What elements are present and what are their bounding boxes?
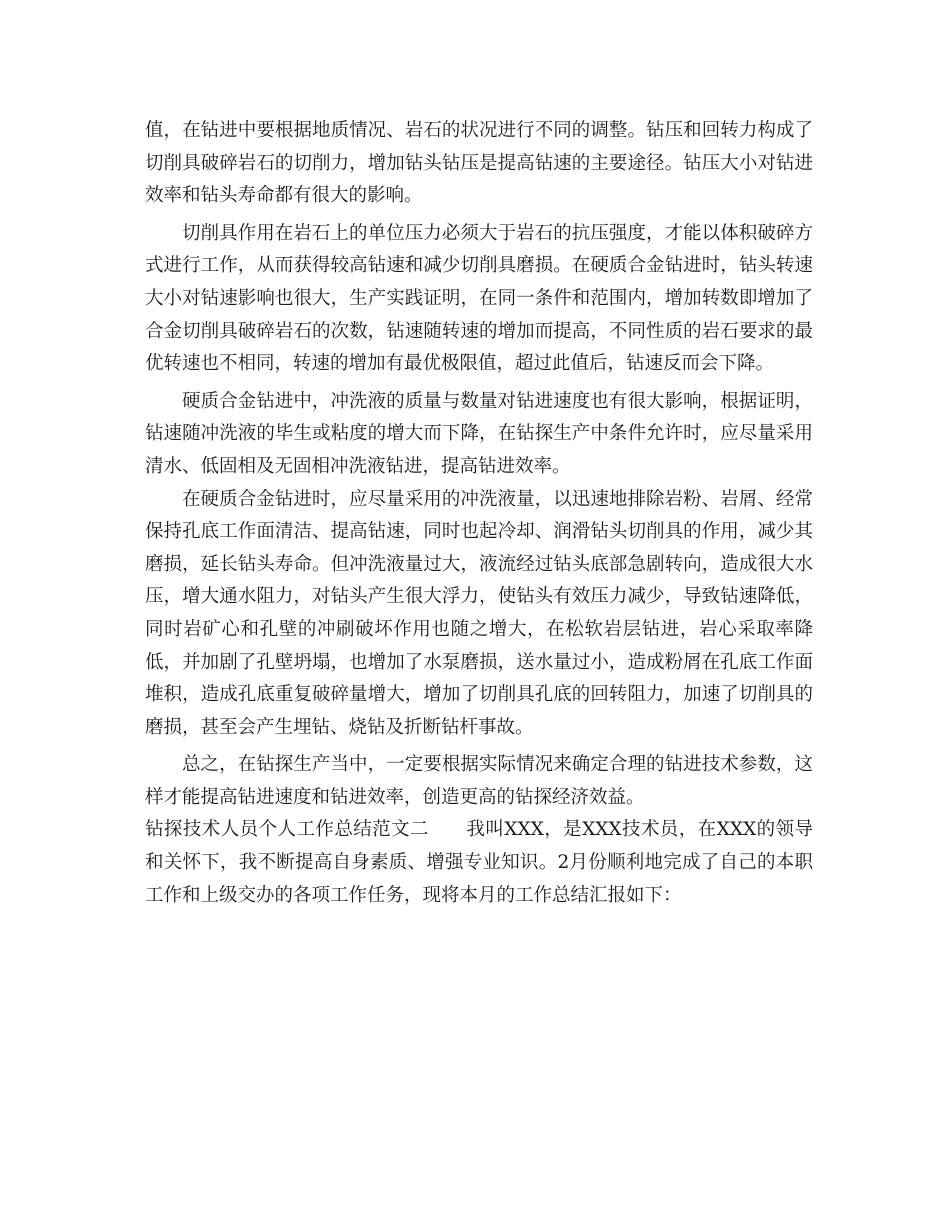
section-title: 钻探技术人员个人工作总结范文二 — [145, 819, 429, 841]
paragraph-cutting-tools: 切削具作用在岩石上的单位压力必须大于岩石的抗压强度，才能以体积破碎方式进行工作，从而获得较高钻速和减少切削具磨损。在硬质合金钻进时，钻头转速大小对钻速影响也很大，生产实践证明，在同一条件和范围内，增加转数即增加了合金切削具破碎岩石的次数，钻速随转速的增加而提高，不同性质的岩石要求的最优转速也不相同，转速的增加有最优极限值，超过此值后，钻速反而会下降。 — [145, 222, 813, 375]
paragraph-fluid-volume: 在硬质合金钻进时，应尽量采用的冲洗液量，以迅速地排除岩粉、岩屑、经常保持孔底工作面清洁、提高钻速，同时也起冷却、润滑钻头切削具的作用，减少其磨损，延长钻头寿命。但冲洗液量过大，液流经过钻头底部急剧转向，造成很大水压，增大通水阻力，对钻头产生很大浮力，使钻头有效压力减少，导致钻速降低，同时岩矿心和孔壁的冲刷破坏作用也随之增大，在松软岩层钻进，岩心采取率降低，并加剧了孔壁坍塌，也增加了水泵磨损，送水量过小，造成粉屑在孔底工作面堆积，造成孔底重复破碎量增大，增加了切削具孔底的回转阻力，加速了切削具的磨损，甚至会产生埋钻、烧钻及折断钻杆事故。 — [145, 488, 813, 738]
section-intro: 我叫XXX，是XXX技术员，在XXX的领导和关怀下，我不断提高自身素质、增强专业知识。2月份顺利地完成了自己的本职工作和上级交办的各项工作任务，现将本月的工作总结汇报如下： — [145, 819, 813, 906]
paragraph-drilling-pressure: 值，在钻进中要根据地质情况、岩石的状况进行不同的调整。钻压和回转力构成了切削具破碎岩石的切削力，增加钻头钻压是提高钻速的主要途径。钻压大小对钻进效率和钻头寿命都有很大的影响。 — [145, 120, 813, 207]
section-two — [145, 814, 813, 912]
document-body — [145, 115, 813, 912]
paragraph-conclusion: 总之，在钻探生产当中，一定要根据实际情况来确定合理的钻进技术参数，这样才能提高钻进速度和钻进效率，创造更高的钻探经济效益。 — [145, 754, 813, 808]
paragraph-flushing-fluid: 硬质合金钻进中，冲洗液的质量与数量对钻进速度也有很大影响，根据证明，钻速随冲洗液的毕生或粘度的增大而下降，在钻探生产中条件允许时，应尽量采用清水、低固相及无固相冲洗液钻进，提高钻进效率。 — [145, 390, 813, 477]
